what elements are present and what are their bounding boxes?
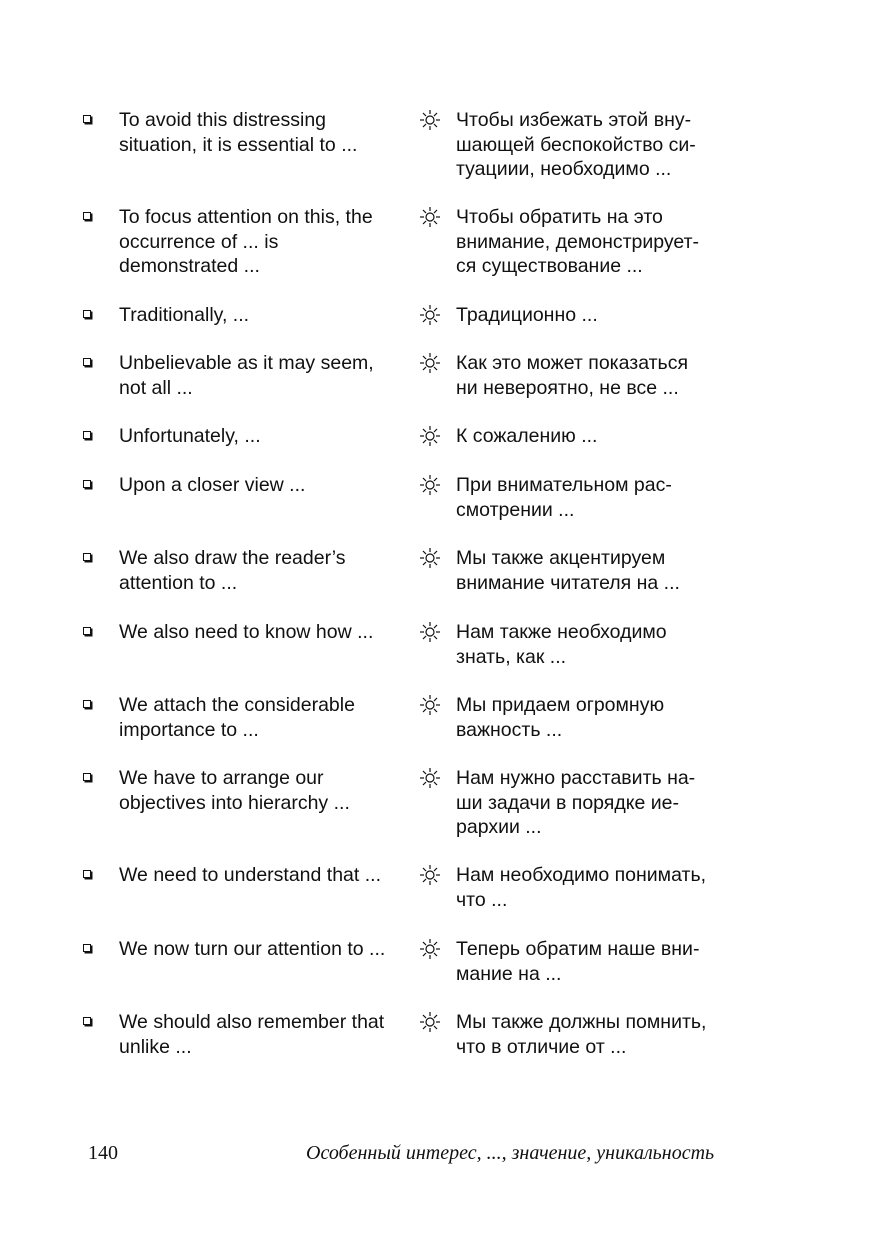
russian-phrase: Чтобы избежать этой вну- шающей беспокойство си- туациии, необходимо ... bbox=[456, 109, 696, 180]
russian-phrase: Нам нужно расставить на- ши задачи в порядке ие- рархии ... bbox=[456, 767, 696, 838]
square-bullet-icon bbox=[83, 773, 91, 781]
russian-phrase: Традиционно ... bbox=[456, 304, 598, 326]
english-phrase: We should also remember that unlike ... bbox=[119, 1011, 385, 1058]
russian-phrase: Мы также акцентируем внимание читателя на ... bbox=[456, 547, 680, 594]
russian-phrase: Теперь обратим наше вни- мание на ... bbox=[456, 938, 700, 985]
sun-icon bbox=[418, 693, 442, 717]
english-phrase: Unbelievable as it may seem, not all ... bbox=[119, 352, 374, 399]
english-phrase: To focus attention on this, the occurrence of ... is demonstrated ... bbox=[119, 206, 373, 277]
english-phrase: Upon a closer view ... bbox=[119, 474, 306, 496]
russian-phrase: Мы также должны помнить, что в отличие от ... bbox=[456, 1011, 707, 1058]
russian-phrase: При внимательном рас- смотрении ... bbox=[456, 474, 672, 521]
russian-phrase: Мы придаем огромную важность ... bbox=[456, 694, 665, 741]
sun-icon bbox=[418, 108, 442, 132]
square-bullet-icon bbox=[83, 310, 91, 318]
sun-icon bbox=[418, 473, 442, 497]
running-footer-title: Особенный интерес, ..., значение, уникальность bbox=[306, 1142, 715, 1164]
sun-icon bbox=[418, 424, 442, 448]
square-bullet-icon bbox=[83, 480, 91, 488]
square-bullet-icon bbox=[83, 700, 91, 708]
russian-phrase: Как это может показаться ни невероятно, не все ... bbox=[456, 352, 689, 399]
english-phrase: Unfortunately, ... bbox=[119, 425, 261, 447]
square-bullet-icon bbox=[83, 431, 91, 439]
english-phrase: We need to understand that ... bbox=[119, 864, 381, 886]
english-phrase: We now turn our attention to ... bbox=[119, 938, 386, 960]
english-phrase: We also need to know how ... bbox=[119, 621, 374, 643]
square-bullet-icon bbox=[83, 870, 91, 878]
square-bullet-icon bbox=[83, 944, 91, 952]
sun-icon bbox=[418, 937, 442, 961]
square-bullet-icon bbox=[83, 115, 91, 123]
square-bullet-icon bbox=[83, 212, 91, 220]
english-phrase: Traditionally, ... bbox=[119, 304, 250, 326]
english-phrase: To avoid this distressing situation, it is essential to ... bbox=[119, 109, 358, 156]
russian-phrase: К сожалению ... bbox=[456, 425, 598, 447]
russian-phrase: Нам также необходимо знать, как ... bbox=[456, 621, 667, 668]
sun-icon bbox=[418, 351, 442, 375]
english-phrase: We also draw the reader’s attention to ... bbox=[119, 547, 346, 594]
sun-icon bbox=[418, 1010, 442, 1034]
square-bullet-icon bbox=[83, 1017, 91, 1025]
sun-icon bbox=[418, 205, 442, 229]
sun-icon bbox=[418, 766, 442, 790]
sun-icon bbox=[418, 546, 442, 570]
russian-phrase: Нам необходимо понимать, что ... bbox=[456, 864, 707, 911]
english-phrase: We have to arrange our objectives into hierarchy ... bbox=[119, 767, 350, 814]
square-bullet-icon bbox=[83, 627, 91, 635]
russian-phrase: Чтобы обратить на это внимание, демонстрирует- ся существование ... bbox=[456, 206, 700, 277]
sun-icon bbox=[418, 303, 442, 327]
square-bullet-icon bbox=[83, 358, 91, 366]
square-bullet-icon bbox=[83, 553, 91, 561]
page-number: 140 bbox=[88, 1142, 118, 1164]
english-phrase: We attach the considerable importance to ... bbox=[119, 694, 355, 741]
sun-icon bbox=[418, 620, 442, 644]
sun-icon bbox=[418, 863, 442, 887]
